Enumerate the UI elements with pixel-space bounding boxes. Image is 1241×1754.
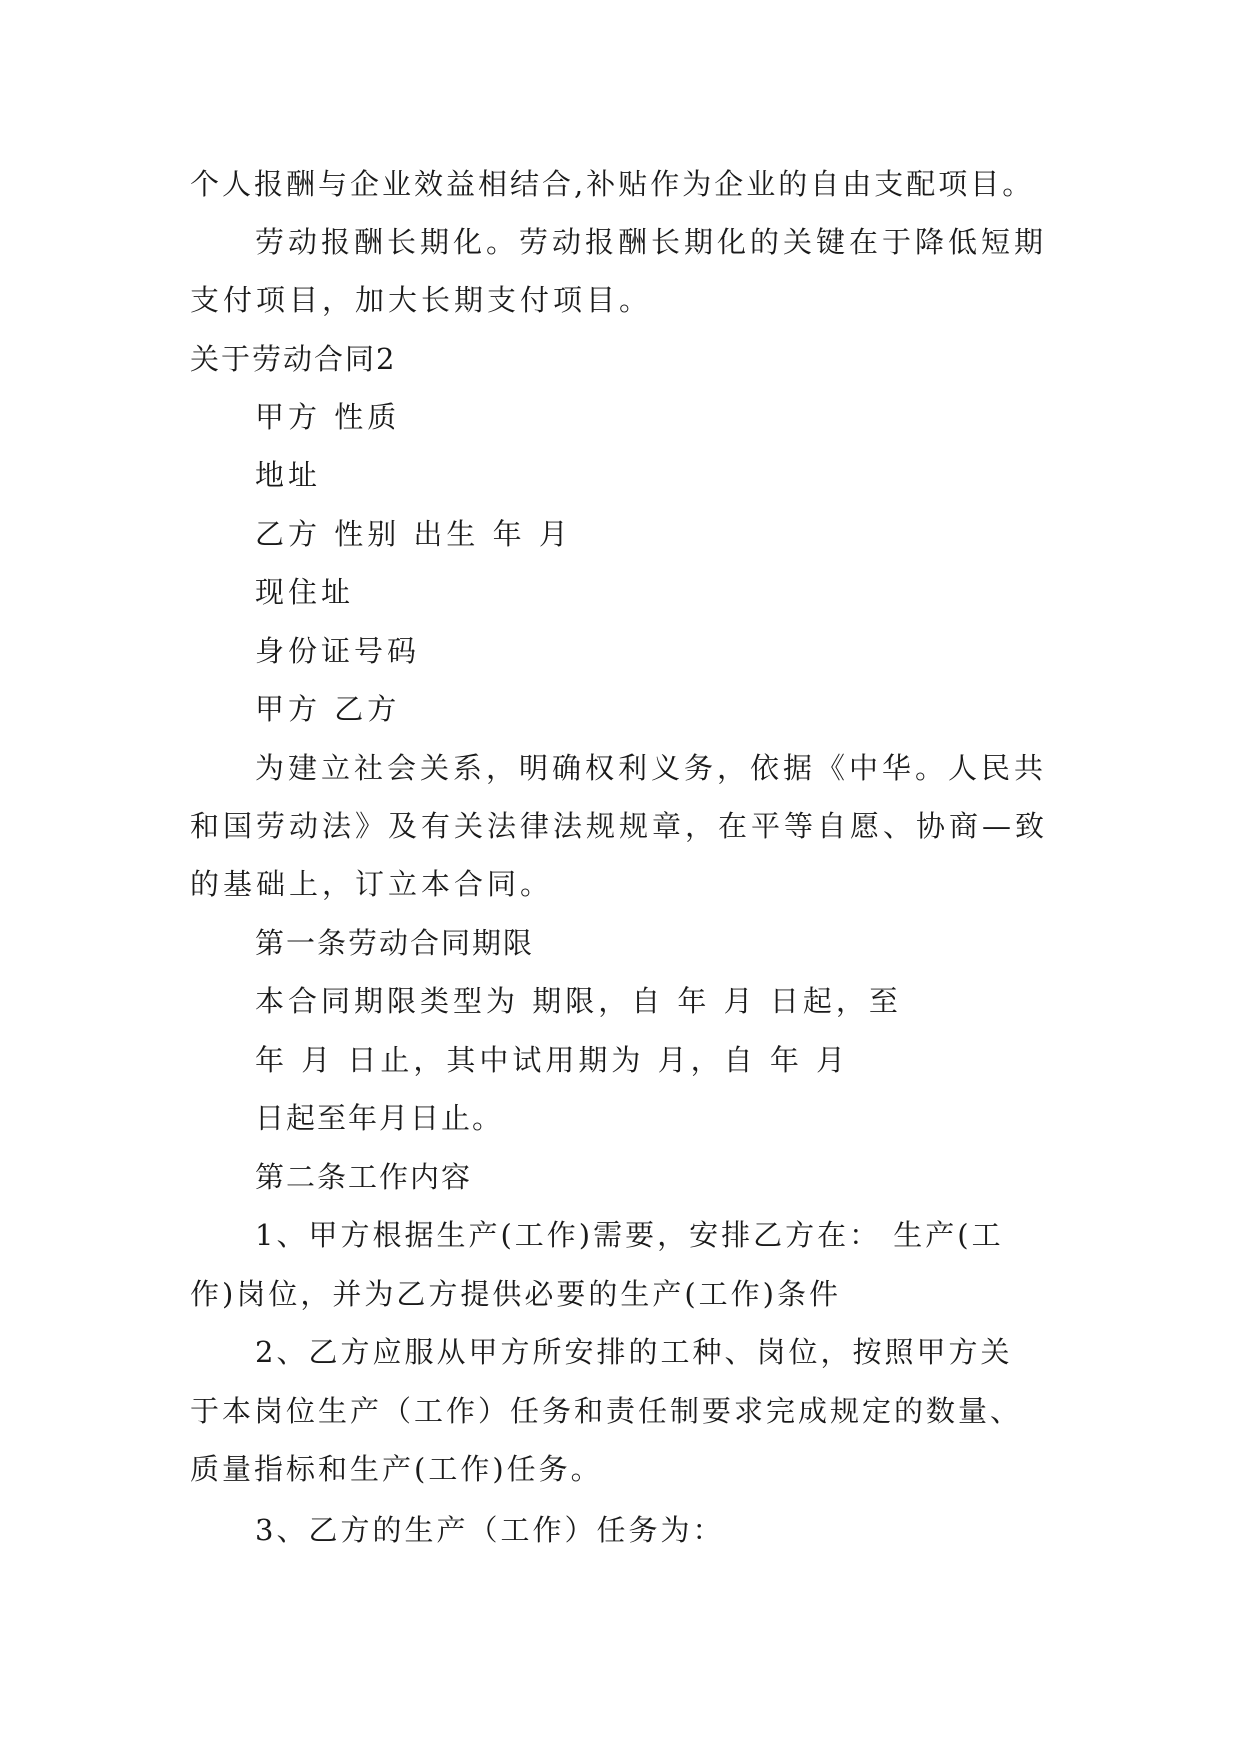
text-line: 现住址: [255, 575, 355, 609]
text-line: 劳动报酬长期化。劳动报酬长期化的关键在于降低短期: [255, 225, 1048, 259]
text-line: 2、乙方应服从甲方所安排的工种、岗位，按照甲方关: [255, 1335, 1013, 1369]
text-line: 的基础上，订立本合同。: [190, 867, 554, 901]
text-line: 3、乙方的生产（工作）任务为：: [255, 1513, 725, 1547]
text-line: 身份证号码: [255, 634, 421, 668]
section-title: 关于劳动合同2: [190, 342, 397, 376]
text-line: 质量指标和生产(工作)任务。: [190, 1452, 603, 1486]
text-line: 日起至年月日止。: [255, 1101, 504, 1135]
text-line: 本合同期限类型为 期限，自 年 月 日起，至: [255, 984, 902, 1018]
article-heading: 第一条劳动合同期限: [255, 926, 535, 960]
text-line: 地址: [255, 458, 322, 492]
text-line: 于本岗位生产（工作）任务和责任制要求完成规定的数量、: [190, 1394, 1023, 1428]
article-heading: 第二条工作内容: [255, 1160, 473, 1194]
text-line: 乙方 性别 出生 年 月: [255, 517, 572, 551]
text-line: 个人报酬与企业效益相结合,补贴作为企业的自由支配项目。: [190, 167, 1035, 201]
text-line: 甲方 乙方: [255, 692, 401, 726]
text-line: 年 月 日止，其中试用期为 月，自 年 月: [255, 1043, 850, 1077]
text-line: 甲方 性质: [255, 400, 401, 434]
text-line: 为建立社会关系，明确权利义务，依据《中华。人民共: [255, 751, 1048, 785]
text-line: 和国劳动法》及有关法律法规规章，在平等自愿、协商—致: [190, 809, 1049, 843]
text-line: 支付项目，加大长期支付项目。: [190, 283, 653, 317]
text-line: 1、甲方根据生产(工作)需要，安排乙方在： 生产(工: [255, 1218, 1004, 1252]
text-line: 作)岗位，并为乙方提供必要的生产(工作)条件: [190, 1277, 841, 1311]
